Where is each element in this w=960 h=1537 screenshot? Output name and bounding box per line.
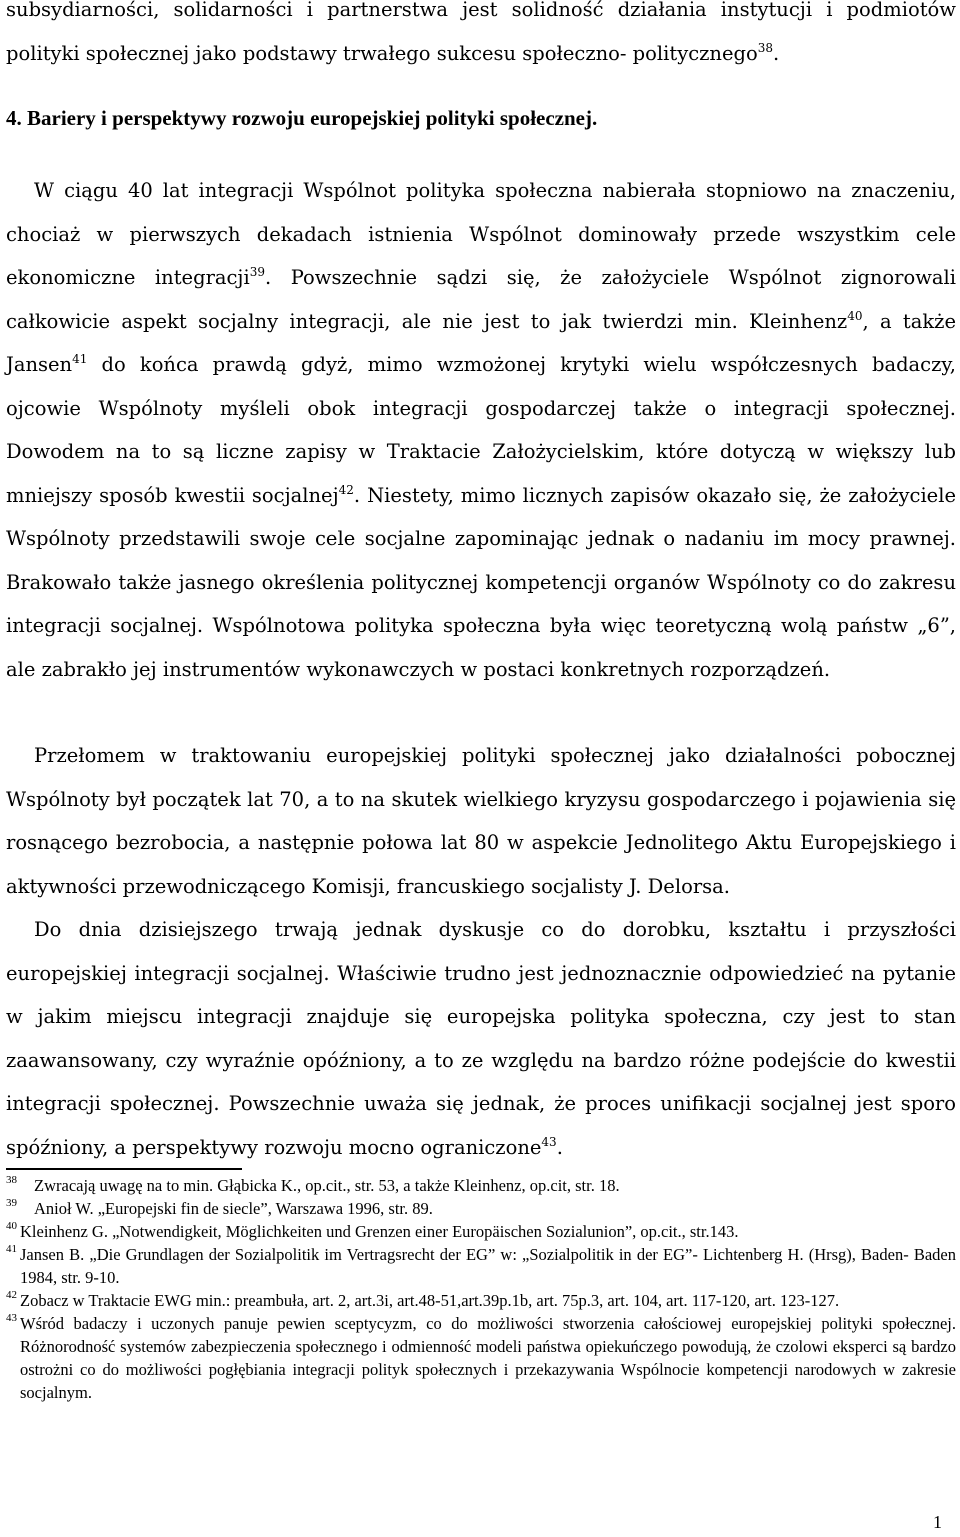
footnote-38 [6, 1174, 956, 1197]
footnote-ref-39: 39 [249, 265, 265, 279]
section-heading: 4. Bariery i perspektywy rozwoju europejskiej polityki społecznej. [6, 106, 598, 130]
para1-text-4: do końca prawdą gdyż, mimo wzmożonej krytyki wielu współczesnych badaczy, ojcowie Wspólnoty myśleli obok integracji gospodarczej także o integracji społecznej. Dowodem na to są liczne zapisy w Traktacie Założycielskim, które dotyczą w większy lub mniejszy sposób kwestii socjalnej [6, 353, 956, 507]
footnote-text: Zwracają uwagę na to min. Głąbicka K., op.cit., str. 53, a także Kleinhenz, op.cit, str. 18. [34, 1176, 620, 1195]
footnote-number: 40 [6, 1220, 17, 1232]
footnote-number: 43 [6, 1312, 17, 1324]
footnote-41 [6, 1243, 956, 1289]
footnote-number: 38 [6, 1174, 17, 1186]
footnote-separator [6, 1168, 242, 1170]
footnote-39 [6, 1197, 956, 1220]
footnote-ref-40: 40 [847, 308, 863, 323]
footnote-ref-41: 41 [72, 352, 88, 366]
paragraph-3 [6, 908, 956, 1169]
para1-text-1: W ciągu 40 lat integracji Wspólnot polityka społeczna nabierała stopniowo na znaczeniu, chociaż w pierwszych dekadach istnienia Wspólnot dominowały przede wszystkim cele ekonomiczne integracji [6, 179, 956, 289]
footnote-text: Anioł W. „Europejski fin de siecle”, Warszawa 1996, str. 89. [34, 1199, 433, 1218]
footnote-number: 42 [6, 1289, 17, 1301]
para3-tail: . [556, 1135, 563, 1159]
footnote-number: 41 [6, 1243, 17, 1255]
footnote-text: Jansen B. „Die Grundlagen der Sozialpolitik im Vertragsrecht der EG” w: „Sozialpolitik in der EG”- Lichtenberg H. (Hrsg), Baden- Baden 1984, str. 9-10. [20, 1245, 956, 1287]
footnote-42 [6, 1289, 956, 1312]
page-number: 1 [933, 1512, 942, 1532]
footnote-text: Kleinhenz G. „Notwendigkeit, Möglichkeiten und Grenzen einer Europäischen Sozialunion”, op.cit., str.143. [20, 1222, 739, 1241]
para3-text: Do dnia dzisiejszego trwają jednak dyskusje co do dorobku, kształtu i przyszłości europejskiej integracji socjalnej. Właściwie trudno jest jednoznacznie odpowiedzieć na pytanie w jakim miejscu integracji znajduje się europejska polityka społeczna, czy jest to stan zaawansowany, czy wyraźnie opóźniony, a to ze względu na bardzo różne podejście do kwestii integracji społecznej. Powszechnie uważa się jednak, że proces unifikacji socjalnej jest sporo spóźniony, a perspektywy rozwoju mocno ograniczone [6, 918, 956, 1159]
para1-text-5: . Niestety, mimo licznych zapisów okazało się, że założyciele Wspólnoty przedstawili swoje cele socjalne zapominając jednak o nadaniu im mocy prawnej. Brakowało także jasnego określenia politycznej kompetencji organów Wspólnoty co do zakresu integracji socjalnej. Wspólnotowa polityka społeczna była więc teoretyczną wolą państw „6”, ale zabrakło jej instrumentów wykonawczych w postaci konkretnych rozporządzeń. [6, 483, 956, 681]
para1-text-2: . Powszechnie sądzi się, że założyciele Wspólnot zignorowali całkowicie aspekt socjalny integracji, ale nie jest to jak twierdzi min. Kleinhenz [6, 266, 956, 333]
para1-text-3: , a także Jansen [6, 309, 956, 376]
footnote-text: Zobacz w Traktacie EWG min.: preambuła, art. 2, art.3i, art.48-51,art.39p.1b, art. 75p.3, art. 104, art. 117-120, art. 123-127. [20, 1291, 840, 1310]
footnotes [6, 1174, 956, 1404]
footnote-ref-42: 42 [338, 482, 354, 497]
footnote-number: 39 [6, 1197, 17, 1209]
footnote-text: Wśród badaczy i uczonych panuje pewien sceptycyzm, co do możliwości stworzenia całościowej europejskiej polityki społecznej. Różnorodność systemów zabezpieczenia społecznego i odmienność modeli państwa opiekuńczego powodują, że czolowi eksperci są bardzo ostrożni co do możliwości pogłębiania integracji polityk społecznych i przekazywania Wspólnocie kompetencji narodowych w zakresie socjalnym. [20, 1314, 956, 1402]
footnote-ref-38: 38 [757, 40, 774, 55]
intro-text: subsydiarności, solidarności i partnerstwa jest solidność działania instytucji i podmiotów polityki społecznej jako podstawy trwałego sukcesu społeczno- politycznego [6, 0, 956, 65]
footnote-ref-43: 43 [541, 1134, 557, 1149]
footnote-40 [6, 1220, 956, 1243]
intro-paragraph-fragment [6, 0, 956, 75]
intro-tail: . [773, 41, 780, 65]
paragraph-1 [6, 169, 956, 691]
footnote-43 [6, 1312, 956, 1404]
paragraph-2: Przełomem w traktowaniu europejskiej polityki społecznej jako działalności pobocznej Wspólnoty był początek lat 70, a to na skutek wielkiego kryzysu gospodarczego i pojawienia się rosnącego bezrobocia, a następnie połowa lat 80 w aspekcie Jednolitego Aktu Europejskiego i aktywności przewodniczącego Komisji, francuskiego socjalisty J. Delorsa. [6, 744, 956, 898]
